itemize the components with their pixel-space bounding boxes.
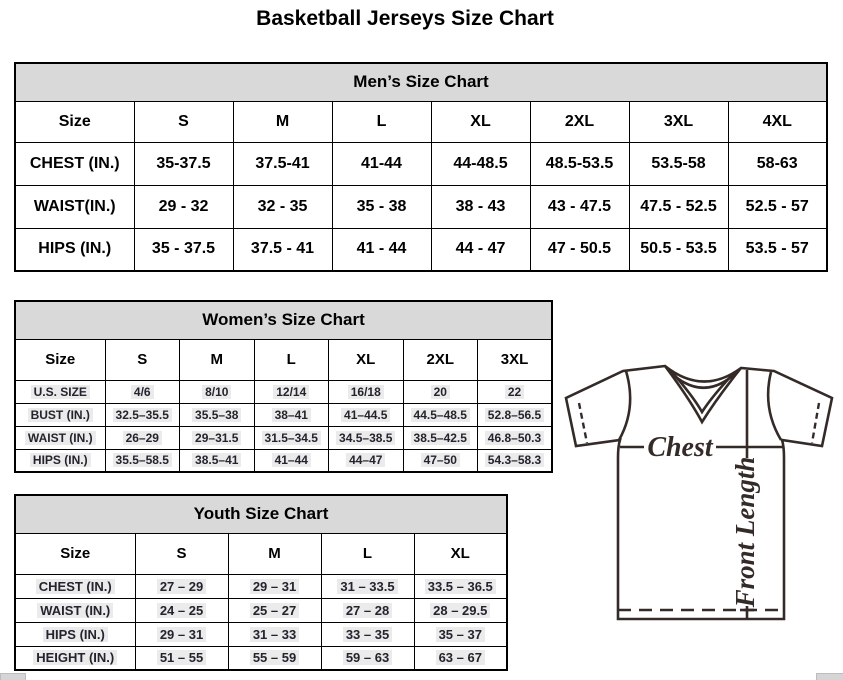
womens-size-col-2xl: 2XL	[403, 339, 478, 380]
youth-size-col-l: L	[321, 533, 414, 574]
value-cell: 48.5-53.5	[530, 142, 629, 185]
value-cell: 41–44.5	[329, 403, 404, 426]
value-cell: 52.8–56.5	[478, 403, 553, 426]
value-cell: 4/6	[105, 380, 180, 403]
value-cell: 55 – 59	[228, 646, 321, 670]
value-cell: 46.8–50.3	[478, 426, 553, 449]
value-cell: 16/18	[329, 380, 404, 403]
value-cell: 41 - 44	[332, 228, 431, 271]
value-cell: 44 - 47	[431, 228, 530, 271]
value-cell: 35 - 37.5	[134, 228, 233, 271]
value-cell: 22	[478, 380, 553, 403]
value-cell: 38 - 43	[431, 185, 530, 228]
value-cell: 27 – 28	[321, 598, 414, 622]
value-cell: 41-44	[332, 142, 431, 185]
value-cell: 31 – 33.5	[321, 574, 414, 598]
value-cell: 24 – 25	[135, 598, 228, 622]
value-cell: 28 – 29.5	[414, 598, 507, 622]
right-armhole-seam	[768, 372, 781, 440]
value-cell: 8/10	[180, 380, 255, 403]
value-cell: 44-48.5	[431, 142, 530, 185]
value-cell: 27 – 29	[135, 574, 228, 598]
value-cell: 38.5–42.5	[403, 426, 478, 449]
youth-height-label: HEIGHT (IN.)	[15, 646, 135, 670]
womens-size-col-m: M	[180, 339, 255, 380]
mens-size-label-cell: Size	[15, 101, 134, 142]
mens-size-col-2xl: 2XL	[530, 101, 629, 142]
womens-size-col-s: S	[105, 339, 180, 380]
youth-size-table	[14, 494, 508, 671]
womens-waist-label: WAIST (IN.)	[15, 426, 105, 449]
youth-size-col-s: S	[135, 533, 228, 574]
value-cell: 33 – 35	[321, 622, 414, 646]
mens-size-col-m: M	[233, 101, 332, 142]
youth-section-header: Youth Size Chart	[15, 495, 507, 533]
value-cell: 31 – 33	[228, 622, 321, 646]
womens-bust-label: BUST (IN.)	[15, 403, 105, 426]
youth-waist-label: WAIST (IN.)	[15, 598, 135, 622]
value-cell: 35 - 38	[332, 185, 431, 228]
value-cell: 35 – 37	[414, 622, 507, 646]
value-cell: 34.5–38.5	[329, 426, 404, 449]
value-cell: 33.5 – 36.5	[414, 574, 507, 598]
value-cell: 41–44	[254, 449, 329, 472]
mens-waist-label: WAIST(IN.)	[15, 185, 134, 228]
value-cell: 58-63	[728, 142, 827, 185]
value-cell: 35.5–38	[180, 403, 255, 426]
mens-size-col-3xl: 3XL	[629, 101, 728, 142]
mens-size-table	[14, 62, 828, 272]
value-cell: 31.5–34.5	[254, 426, 329, 449]
value-cell: 26–29	[105, 426, 180, 449]
womens-ussize-label: U.S. SIZE	[15, 380, 105, 403]
chest-measure-label: Chest	[647, 432, 713, 463]
youth-size-col-m: M	[228, 533, 321, 574]
womens-hips-label: HIPS (IN.)	[15, 449, 105, 472]
value-cell: 25 – 27	[228, 598, 321, 622]
mens-size-col-s: S	[134, 101, 233, 142]
value-cell: 43 - 47.5	[530, 185, 629, 228]
youth-hips-label: HIPS (IN.)	[15, 622, 135, 646]
womens-size-label-cell: Size	[15, 339, 105, 380]
value-cell: 29 – 31	[135, 622, 228, 646]
left-armhole-seam	[619, 371, 630, 440]
youth-chest-label: CHEST (IN.)	[15, 574, 135, 598]
value-cell: 32 - 35	[233, 185, 332, 228]
value-cell: 32.5–35.5	[105, 403, 180, 426]
value-cell: 44.5–48.5	[403, 403, 478, 426]
value-cell: 29 - 32	[134, 185, 233, 228]
mens-section-header: Men’s Size Chart	[15, 63, 827, 101]
value-cell: 37.5-41	[233, 142, 332, 185]
left-cuff-stitch	[579, 403, 587, 443]
mens-size-col-4xl: 4XL	[728, 101, 827, 142]
value-cell: 52.5 - 57	[728, 185, 827, 228]
youth-size-label-cell: Size	[15, 533, 135, 574]
value-cell: 38.5–41	[180, 449, 255, 472]
value-cell: 35.5–58.5	[105, 449, 180, 472]
value-cell: 29–31.5	[180, 426, 255, 449]
value-cell: 12/14	[254, 380, 329, 403]
womens-size-col-l: L	[254, 339, 329, 380]
value-cell: 50.5 - 53.5	[629, 228, 728, 271]
value-cell: 53.5 - 57	[728, 228, 827, 271]
value-cell: 20	[403, 380, 478, 403]
youth-size-col-xl: XL	[414, 533, 507, 574]
value-cell: 47.5 - 52.5	[629, 185, 728, 228]
mens-size-col-l: L	[332, 101, 431, 142]
mens-chest-label: CHEST (IN.)	[15, 142, 134, 185]
jersey-measurement-diagram	[556, 358, 842, 628]
jersey-outline	[566, 366, 832, 619]
value-cell: 47 - 50.5	[530, 228, 629, 271]
womens-size-col-xl: XL	[329, 339, 404, 380]
value-cell: 59 – 63	[321, 646, 414, 670]
right-cuff-stitch	[812, 403, 819, 443]
front-length-measure-label: Front Length	[730, 456, 760, 608]
womens-size-table	[14, 300, 553, 473]
value-cell: 63 – 67	[414, 646, 507, 670]
mens-hips-label: HIPS (IN.)	[15, 228, 134, 271]
value-cell: 35-37.5	[134, 142, 233, 185]
page-title: Basketball Jerseys Size Chart	[256, 7, 554, 30]
womens-section-header: Women’s Size Chart	[15, 301, 552, 339]
value-cell: 51 – 55	[135, 646, 228, 670]
value-cell: 53.5-58	[629, 142, 728, 185]
value-cell: 29 – 31	[228, 574, 321, 598]
womens-size-col-3xl: 3XL	[478, 339, 553, 380]
value-cell: 38–41	[254, 403, 329, 426]
value-cell: 54.3–58.3	[478, 449, 553, 472]
value-cell: 47–50	[403, 449, 478, 472]
value-cell: 37.5 - 41	[233, 228, 332, 271]
value-cell: 44–47	[329, 449, 404, 472]
mens-size-col-xl: XL	[431, 101, 530, 142]
